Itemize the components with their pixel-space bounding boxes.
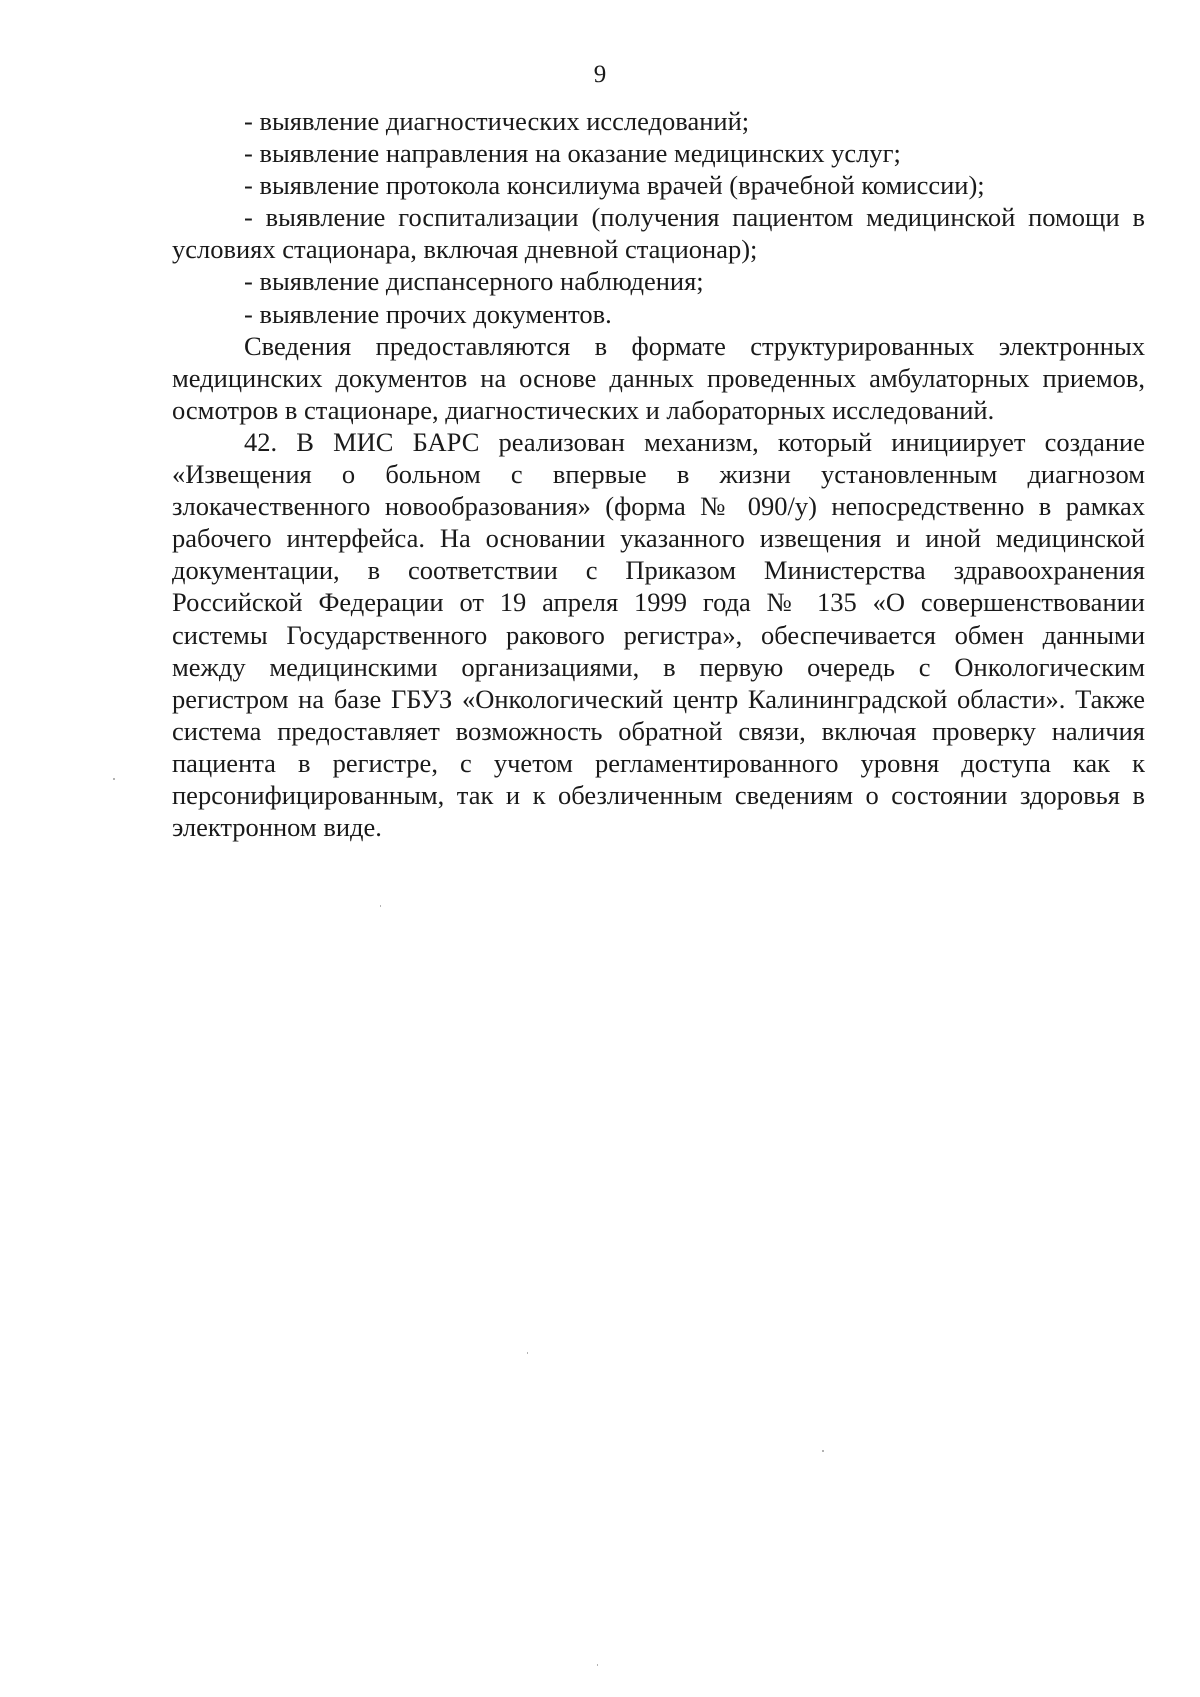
scan-speck (597, 1664, 598, 1666)
list-item-diagnostic-studies: - выявление диагностических исследований; (244, 106, 750, 136)
paragraph-information-format: Сведения предоставляются в формате структурированных электронных медицинских документов на основе данных проведенных амбулаторных приемов, осмотров в стационаре, диагностических и лабораторных исследований. (172, 330, 1145, 425)
document-body (172, 105, 1145, 843)
list-item-other-documents: - выявление прочих документов. (244, 298, 612, 329)
list-item-dispensary-observation: - выявление диспансерного наблюдения; (244, 266, 704, 297)
scan-speck (113, 778, 115, 780)
scan-speck (527, 1352, 528, 1354)
list-item-referral: - выявление направления на оказание медицинских услуг; (244, 138, 901, 169)
list-item-hospitalization: - выявление госпитализации (получения пациентом медицинской помощи в условиях стационара, включая дневной стационар); (172, 202, 1145, 265)
list-item-council-protocol: - выявление протокола консилиума врачей (врачебной комиссии); (244, 170, 985, 201)
page-number: 9 (593, 61, 607, 88)
scan-speck (822, 1450, 824, 1452)
scan-speck (380, 905, 381, 907)
paragraph-42-cancer-registry: 42. В МИС БАРС реализован механизм, который инициирует создание «Извещения о больном с впервые в жизни установленным диагнозом злокачественного новообразования» (форма № 090/у) непосредственно в рамках рабочего интерфейса. На основании указанного извещения и иной медицинской документации, в соответствии с Приказом Министерства здравоохранения Российской Федерации от 19 апреля 1999 года № 135 «О совершенствовании системы Государственного ракового регистра», обеспечивается обмен данными между медицинскими организациями, в первую очередь с Онкологическим регистром на базе ГБУЗ «Онкологический центр Калининградской области». Также система предоставляет возможность обратной связи, включая проверку наличия пациента в регистре, с учетом регламентированного уровня доступа как к персонифицированным, так и к обезличенным сведениям о состоянии здоровья в электронном виде. (172, 426, 1145, 843)
